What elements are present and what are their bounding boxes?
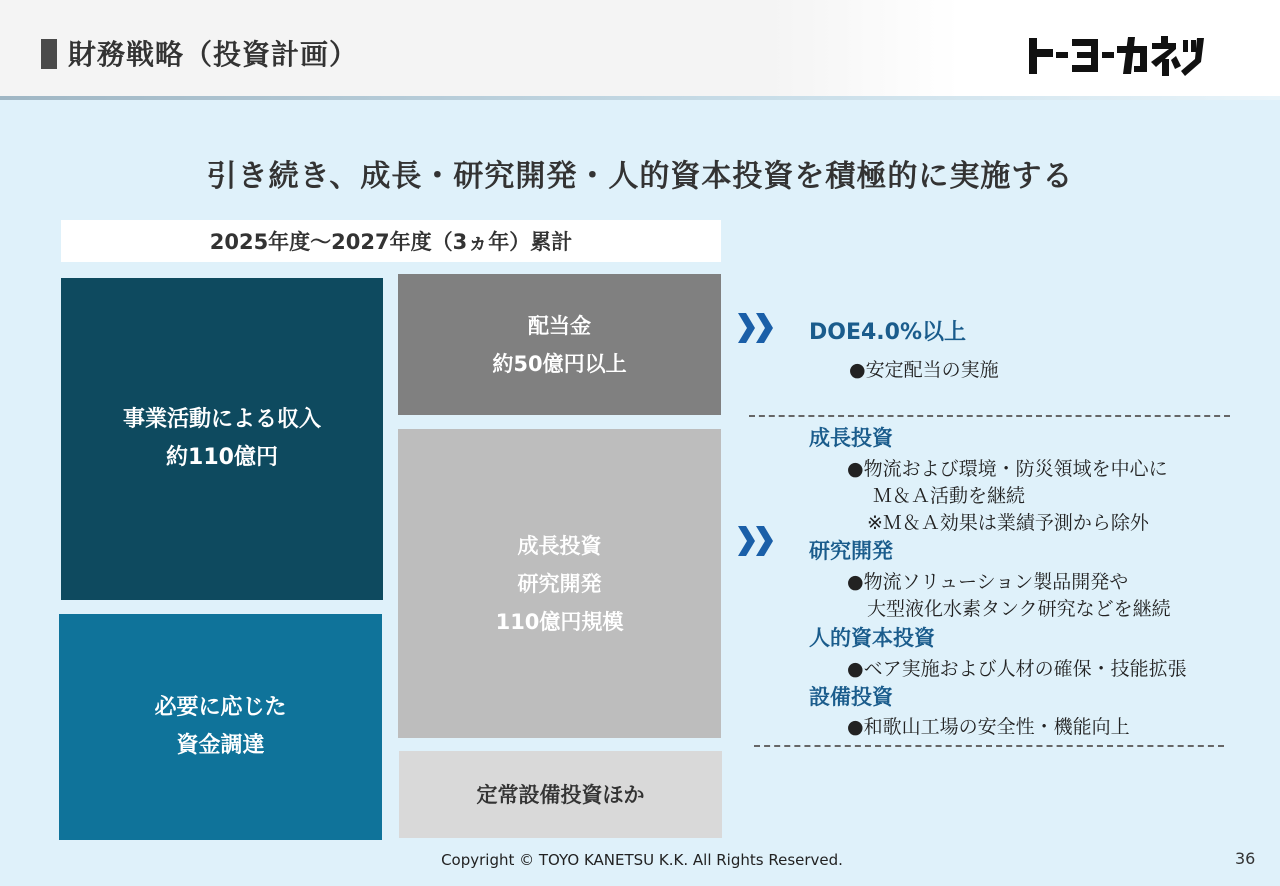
rnd-bullet-2: 大型液化水素タンク研究などを継続 (867, 598, 1171, 620)
growth-note: ※Ｍ＆Ａ効果は業績予測から除外 (867, 512, 1149, 534)
growth-bullet-2: Ｍ＆Ａ活動を継続 (873, 485, 1026, 507)
human-capital-bullet: ●ベア実施および人材の確保・技能拡張 (847, 658, 1187, 680)
rnd-title: 研究開発 (809, 539, 893, 563)
income-label: 事業活動による収入 (122, 407, 321, 432)
human-capital-title: 人的資本投資 (809, 626, 935, 650)
growth-box (398, 429, 721, 738)
period-label: 2025年度～2027年度（3ヵ年）累計 (61, 220, 721, 262)
dividend-label: 配当金 (528, 313, 591, 338)
growth-investment-title: 成長投資 (809, 426, 893, 450)
doe-target: DOE4.0%以上 (809, 320, 967, 345)
growth-bullet-1: ●物流および環境・防災領域を中心に (847, 458, 1168, 480)
capex-label: 定常設備投資ほか (476, 782, 645, 807)
funding-label-2: 資金調達 (176, 733, 265, 758)
header-divider (0, 96, 1280, 100)
double-chevron-right-icon (736, 311, 776, 345)
copyright: Copyright © TOYO KANETSU K.K. All Rights Reserved. (441, 851, 843, 869)
dividend-amount: 約50億円以上 (492, 351, 627, 376)
income-amount: 約110億円 (166, 445, 278, 470)
growth-label-1: 成長投資 (517, 533, 602, 558)
headline: 引き続き、成長・研究開発・人的資本投資を積極的に実施する (206, 159, 1074, 194)
dashed-divider (754, 745, 1224, 747)
rnd-bullet-1: ●物流ソリューション製品開発や (847, 571, 1129, 593)
capex-bullet: ●和歌山工場の安全性・機能向上 (847, 716, 1130, 738)
dividend-bullet: ●安定配当の実施 (849, 359, 999, 381)
funding-label-1: 必要に応じた (154, 695, 287, 720)
page-number: 36 (1235, 849, 1256, 868)
funding-box (59, 614, 382, 840)
growth-amount: 110億円規模 (495, 609, 624, 634)
title-marker (41, 39, 57, 69)
dashed-divider (749, 415, 1230, 417)
page-title: 財務戦略（投資計画） (68, 38, 359, 71)
dividend-box (398, 274, 721, 415)
company-logo (1025, 32, 1205, 80)
growth-label-2: 研究開発 (517, 571, 602, 596)
double-chevron-right-icon (736, 524, 776, 558)
capex-box (399, 751, 722, 838)
capex-title: 設備投資 (809, 685, 893, 709)
income-box (61, 278, 383, 600)
